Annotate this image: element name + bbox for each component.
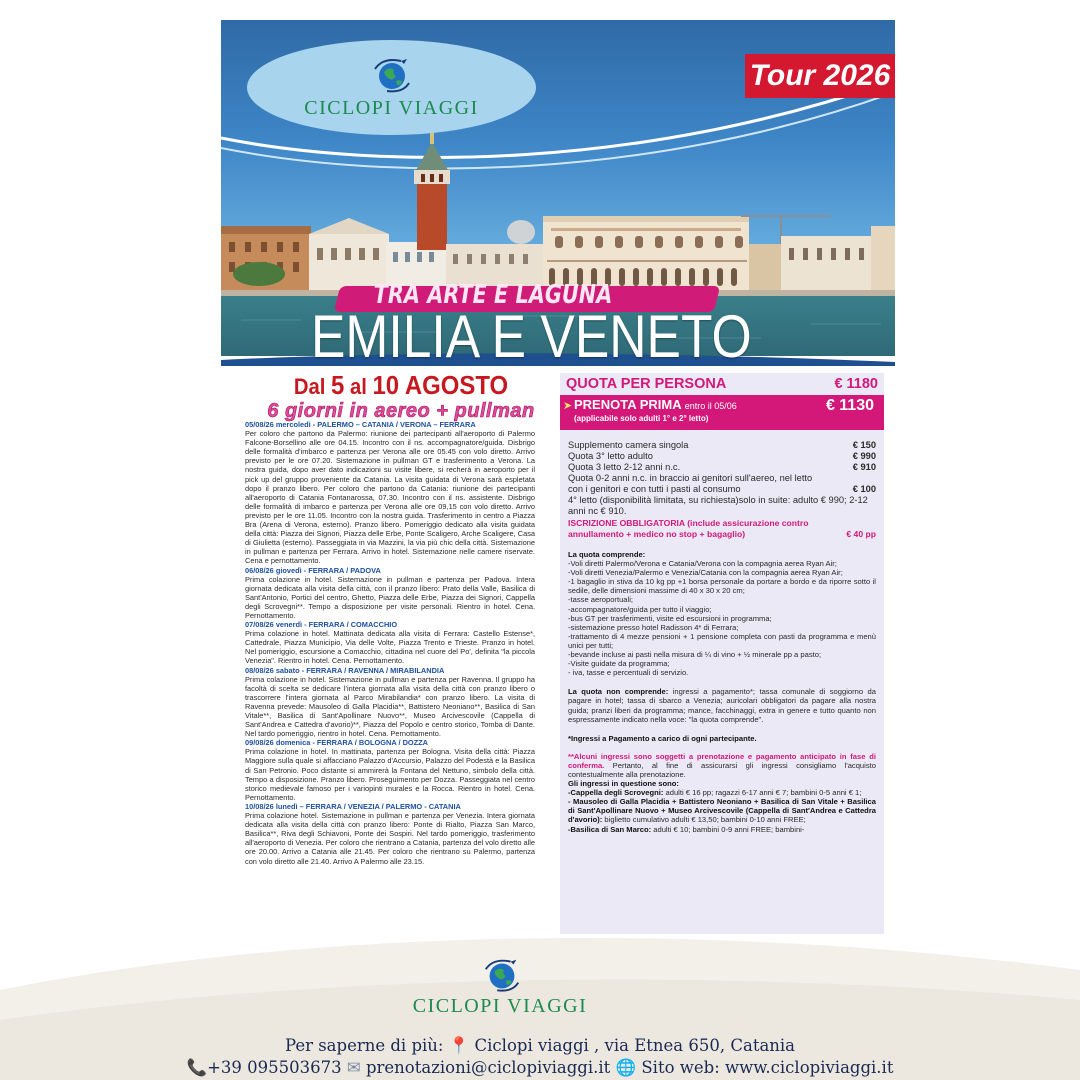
fourth-bed-note: 4° letto (disponibilità limitata, su richiesta)solo in suite: adulto € 990; 2-12 anni nc € 910. (568, 495, 868, 516)
tour-dates (251, 370, 551, 423)
mandatory-registration (568, 518, 876, 540)
include-item: -bus GT per trasferimenti, visite ed escursioni in programma; (568, 613, 772, 623)
supplement-row (568, 451, 876, 462)
early-booking-banner (560, 395, 884, 430)
entrance-title: - Mausoleo di Galla Placidia + Battistero Neoniano + Basilica di San Vitale + Basilica di Sant'Apollinare Nuovo + Museo Arcivescovile (Cappella di Sant'Andrea e Cattedra d'avorio): (568, 797, 876, 825)
itinerary-day (245, 420, 535, 566)
date-end: 10 AGOSTO (372, 370, 509, 400)
email-icon: ✉ (346, 1058, 361, 1077)
itinerary-day (245, 566, 535, 621)
tour-title: EMILIA E VENETO (311, 303, 752, 366)
entrance-price: adulti € 10; bambini 0-9 anni FREE; bambini- (653, 824, 805, 834)
globe-plane-icon (369, 55, 415, 95)
itinerary-day (245, 620, 535, 665)
date-range (263, 370, 539, 401)
day-text: Prima colazione in hotel. Mattinata dedicata alla visita di Ferrara: Castello Estense*, Cattedrale, Piazza Municipio, Via delle Volte, Piazza Trento e Trieste. Pranzo in hotel. Nel pomeriggio, escursione a Comacchio, cittadina nel cuore del Po', definita "la piccola Venezia". Rientro in hotel. Cena. Pernottamento. (245, 629, 535, 666)
day-heading: 07/08/26 venerdì - FERRARA / COMACCHIO (245, 620, 398, 630)
footer-website[interactable]: Sito web: www.ciclopiviaggi.it (641, 1058, 894, 1077)
footer-brand-name: CICLOPI VIAGGI (412, 995, 588, 1017)
supplement-value: € 990 (852, 451, 876, 461)
quota-label: QUOTA PER PERSONA (566, 376, 727, 392)
globe-icon: 🌐 (615, 1058, 637, 1077)
entrance-price: adulti € 16 pp; ragazzi 6-17 anni € 7; bambini 0-5 anni € 1; (665, 788, 862, 798)
supplement-label: Quota 3 letto 2-12 anni n.c. (568, 462, 681, 472)
day-text: Prima colazione in hotel. In mattinata, partenza per Bologna. Visita della città: Piazza Maggiore sulla quale si affacciano Palazzo d'Accursio, Palazzo del Podestà e la Basilica di San Petronio. Poco distante si ammirerà la Fontana del Nettuno, simbolo della città. Tempo a disposizione. Pranzo libero. Proseguimento per Dozza. Passeggiata nel centro storico medievale famoso per i variopinti murales e la Rocca. Rientro in hotel. Cena. Pernottamento. (245, 747, 535, 802)
early-booking-label: PRENOTA PRIMA (574, 397, 682, 412)
entrances-list-title: Gli ingressi in questione sono: (568, 779, 679, 789)
supplement-value: € 150 (852, 440, 876, 450)
note-advance-booking: **Alcuni ingressi sono soggetti a prenotazione e pagamento anticipato in fase di conferma. (568, 751, 876, 770)
registration-price: € 40 pp (846, 529, 876, 539)
footer-phone[interactable]: +39 095503673 (207, 1058, 342, 1077)
tour-flyer (221, 20, 895, 934)
include-item: -Voli diretti Venezia/Palermo e Venezia/Catania con la compagnia aerea Ryan Air; (568, 568, 843, 578)
include-item: -tasse aeroportuali; (568, 595, 634, 605)
supplement-row (568, 462, 876, 473)
duration-transport: 6 giorni in aereo + pullman (267, 400, 535, 422)
day-text: Per coloro che partono da Palermo: riunione dei partecipanti all'aeroporto di Palermo Falcone-Borsellino alle ore 04.15. Incontro con il ns. accompagnatore/guida. Disbrigo delle formalità d'imbarco e partenza per Verona alle ore 05.45 con volo diretto. Arrivo previsto per le ore 07.20. Sistemazione in pullman GT e trasferimento a Verona. La nostra guida, dopo aver dato indicazioni su visite libere, si recherà in aeroporto per il pick up del gruppo proveniente da Catania. La visita guidata di Verona sarà espletata dopo il pranzo libero. Per coloro che partono da Catania: riunione dei partecipanti all'aeroporto di Catania Fontanarossa, 07.30. Incontro con il ns. assistente. Disbrigo delle formalità di imbarco e partenza per Verona alle ore 09,15 con volo diretto. Arrivo previsto per le ore 11.05. Incontro con la nostra guida. Trasferimento in centro a Piazza Bra (Arena di Verona, esterno). Pranzo libero. Pomeriggio dedicato alla visita guidata della città: Piazza dei Signori, Piazza delle Erbe, Ponte Scaligero, Arche Scaligere, Casa di Giulietta (esterno). Passeggiata in via Mazzini, la via più chic della città. Sistemazione in pullman e partenza per Ferrara. Arrivo in hotel. Sistemazione nelle camere riservate. Cena e pernottamento. (245, 429, 535, 566)
itinerary-day (245, 666, 535, 739)
day-text: Prima colazione in hotel. Sistemazione in pullman e partenza per Padova. Intera giornata dedicata alla visita della città, con il pranzo libero: Prato della Valle, Basilica di Sant'Antonio, Portici del centro, Ghetto, Piazza delle Erbe, Piazza dei Signori, Cappella degli Scrovegni**. Tempo a disposizione per visite personali. Rientro in hotel. Cena. Pernottamento. (245, 574, 535, 620)
include-item: -trattamento di 4 mezze pensioni + 1 pensione completa con pasti da programma e menù unici per tutti; (568, 631, 876, 650)
brand-name: CICLOPI VIAGGI (304, 97, 479, 119)
day-heading: 06/08/26 giovedì - FERRARA / PADOVA (245, 565, 381, 575)
footer-info-line (0, 1036, 1080, 1056)
footer-contact-line (0, 1058, 1080, 1078)
itinerary (245, 420, 535, 866)
phone-icon: 📞 (186, 1058, 208, 1077)
day-text: Prima colazione in hotel. Sistemazione in pullman e partenza per Ravenna. Il gruppo ha facoltà di scelta se dedicare l'intera giornata alla visita della città con pranzo libero o trascorrere l'intera giornata al Parco Mirabilandia* con pranzo libero. La visita di Ravenna prevede: Mausoleo di Galla Placidia**, Battistero Neoniano**, Basilica di San Vitale**, Basilica di Sant'Apollinare Nuovo**, Museo Arcivescovile (Cappella di Sant'Andrea e Cattedra d'avorio)**, Piazza del Popolo e centro storico, Tomba di Dante. Nel tardo pomeriggio, rientro in hotel. Cena. Pernottamento. (245, 674, 535, 739)
early-booking-price: € 1130 (825, 397, 874, 414)
footer-globe-plane-icon (480, 955, 524, 995)
day-text: Prima colazione hotel. Sistemazione in pullman e partenza per Venezia. Intera giornata dedicata alla visita della città con pranzo libero: Ponte di Rialto, Piazza San Marco, Basilica**, Riva degli Schiavoni, Ponte dei Sospiri. Nel tardo pomeriggio, trasferimento all'aeroporto di Venezia. Per coloro che rientrano a Catania, partenza del volo diretto alle ore 20.00. Arrivo a Catania alle 21.45. Per coloro che rientrano su Palermo, partenza con volo diretto alle 21.40. Arrivo A Palermo alle 23.15. (245, 811, 535, 866)
include-item: -Visite guidate da programma; (568, 659, 670, 669)
includes-title: La quota comprende: (568, 550, 646, 559)
quota-price: € 1180 (834, 376, 878, 392)
include-item: -1 bagaglio in stiva da 10 kg pp +1 borsa personale da portare a bordo e da riporre sotto il sedile, delle dimensioni massime di 40 x 30 x 20 cm; (568, 577, 876, 596)
day-heading: 09/08/26 domenica - FERRARA / BOLOGNA / DOZZA (245, 738, 429, 748)
registration-label: ISCRIZIONE OBBLIGATORIA (include assicurazione contro annullamento + medico no stop + bagaglio) (568, 518, 809, 539)
infant-label: Quota 0-2 anni n.c. in braccio ai genitori sull'aereo, nel letto con i genitori e con tutti i pasti al consumo (568, 473, 813, 494)
include-item: -bevande incluse ai pasti nella misura di ¼ di vino + ½ minerale pp a pasto; (568, 650, 822, 660)
include-item: - iva, tasse e percentuali di servizio. (568, 668, 689, 678)
tour-subtitle: TRA ARTE E LAGUNA (373, 280, 613, 310)
supplements (560, 440, 884, 540)
entrance-price: biglietto cumulativo adulti € 13,50; bambini 0-10 anni FREE; (604, 815, 806, 825)
early-booking-deadline: entro il 05/06 (684, 401, 737, 411)
infant-value: € 100 (852, 484, 876, 494)
date-mid: al (349, 374, 367, 399)
arrow-right-icon: ➤ (563, 400, 573, 412)
price-panel (560, 373, 884, 934)
day-heading: 10/08/26 lunedì – FERRARA / VENEZIA / PALERMO - CATANIA (245, 801, 461, 811)
include-item: -sistemazione presso hotel Radisson 4* di Ferrara; (568, 622, 739, 632)
excludes-text: ingressi a pagamento*; tassa comunale di soggiorno da pagare in hotel; tassa di sbarco a Venezia; auricolari obbligatori da pagare alla nostra guida; pranzi liberi da programma; mance, facchinaggi, extra in genere e tutto quanto non espressamente indicato nella voce: "la quota comprende". (568, 687, 876, 724)
include-item: -Voli diretti Palermo/Verona e Catania/Verona con la compagnia aerea Ryan Air; (568, 559, 837, 569)
early-booking-note: (applicabile solo adulti 1° e 2° letto) (574, 414, 709, 423)
note-advance-booking-detail: Pertanto, al fine di assicurarsi gli ingressi consigliamo l'acquisto contestualmente alla prenotazione. (568, 760, 876, 779)
supplement-label: Quota 3° letto adulto (568, 451, 653, 461)
date-pre: Dal (293, 374, 326, 399)
excludes-section (560, 687, 884, 723)
supplement-label: Supplemento camera singola (568, 440, 689, 450)
footer-email[interactable]: prenotazioni@ciclopiviaggi.it (365, 1058, 611, 1077)
location-pin-icon: 📍 (448, 1036, 470, 1055)
early-booking-title (574, 397, 737, 412)
entrance-title: -Basilica di San Marco: (568, 824, 652, 834)
note-entrance-fees: *Ingressi a Pagamento a carico di ogni partecipante. (568, 733, 757, 743)
date-start: 5 (331, 370, 345, 400)
supplement-value: € 910 (852, 462, 876, 472)
hero-banner (221, 20, 895, 366)
excludes-title: La quota non comprende: (568, 687, 669, 697)
footer-info-prefix: Per saperne di più: (284, 1036, 444, 1055)
supplement-row (568, 440, 876, 451)
day-heading: 05/08/26 mercoledì - PALERMO – CATANIA / VERONA – FERRARA (245, 420, 476, 429)
footer-address[interactable]: Ciclopi viaggi , via Etnea 650, Catania (474, 1036, 796, 1055)
day-heading: 08/08/26 sabato - FERRARA / RAVENNA / MIRABILANDIA (245, 665, 445, 675)
itinerary-day (245, 738, 535, 802)
infant-row (568, 473, 876, 495)
tour-year-badge: Tour 2026 (745, 54, 895, 98)
includes-section (560, 550, 884, 677)
quota-row (560, 373, 884, 392)
brand-logo[interactable] (247, 40, 536, 135)
notes-section (560, 734, 884, 834)
entrance-title: -Cappella degli Scrovegni: (568, 788, 664, 798)
itinerary-day (245, 802, 535, 866)
include-item: -accompagnatore/guida per tutto il viaggio; (568, 604, 712, 614)
